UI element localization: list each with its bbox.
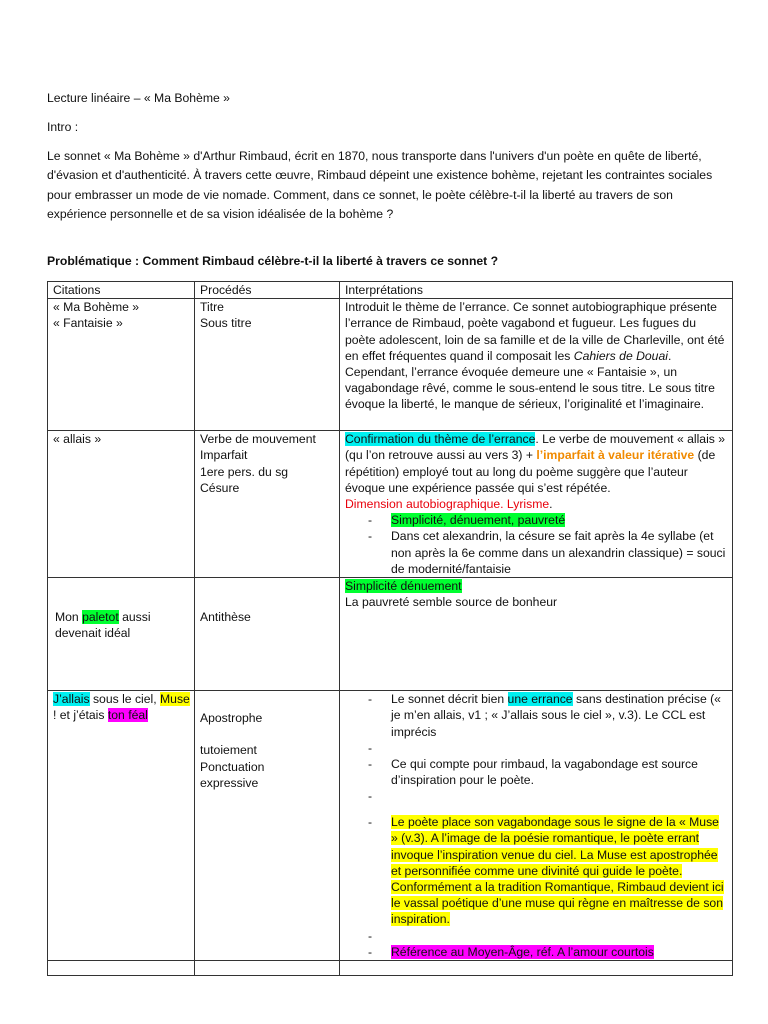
empty-cell	[340, 960, 733, 975]
citation-text: « Ma Bohème »	[53, 300, 140, 315]
table-row	[48, 299, 733, 431]
citation-cell: J’allais sous le ciel, Muse ! et j’étais ton féal	[48, 691, 195, 961]
interpretation-text: . Le verbe de mouvement « allais » (qu l’on retrouve aussi au vers 3) +	[345, 432, 726, 463]
highlight-cyan: une errance	[507, 692, 573, 707]
procede-text: Verbe de mouvement	[200, 432, 316, 447]
interpretation-text: . Cependant, l’errance évoquée demeure une « Fantaisie », un vagabondage rêvé, comme le sous-entend le sous titre. Le sous titre évoque la liberté, le manque de sérieux, l’originalité et l’imaginaire.	[345, 348, 715, 412]
highlight-magenta: Référence au Moyen-Âge, réf. A l’amour courtois	[391, 944, 654, 959]
procede-text: Sous titre	[200, 316, 252, 331]
citation-text: « Fantaisie »	[53, 316, 123, 331]
intro-heading: Intro :	[47, 120, 79, 134]
interpretation-cell	[340, 578, 733, 691]
italic-title: Cahiers de Douai	[573, 348, 668, 363]
procede-cell	[195, 299, 340, 431]
list-item: - Ce qui compte pour rimbaud, la vagabondage est source d’inspiration pour le poète.	[345, 756, 728, 788]
procede-text: 1ere pers. du sg	[200, 464, 289, 479]
highlight-magenta: ton féal	[107, 708, 148, 723]
highlight-cyan: J’allais	[53, 692, 90, 707]
bullet-list	[345, 691, 728, 960]
citation-cell: Mon paletot aussi devenait idéal	[48, 578, 195, 691]
interpretation-text: Introduit le thème de l’errance. Ce sonnet autobiographique présente l’errance de Rimbaud, poète vagabond et fugueur. Les fugues du poète adolescent, loin de sa famille et de la ville de Charleville, ont été en effet fréquentes quand il composait les	[345, 300, 725, 363]
citation-cell	[48, 299, 195, 431]
procede-text: Imparfait	[200, 448, 248, 463]
highlight-cyan: Confirmation du thème de l’errance	[345, 432, 536, 447]
procede-cell	[195, 691, 340, 961]
highlight-green: paletot	[82, 610, 119, 625]
interpretation-text: (de répétition) employé tout au long du poème suggère que l’auteur évoque une expérience passée qui s’est répétée.	[345, 448, 716, 495]
highlight-yellow: Le poète place son vagabondage sous le signe de la « Muse » (v.3). A l’image de la poésie romantique, le poète errant invoque l’inspiration venue du ciel. La Muse est apostrophée et personnifiée comme une divinité qui guide le poète. Conformément a la tradition Romantique, Rimbaud devient ici le vassal poétique d’une muse qui règne en maîtresse de son inspiration.	[391, 815, 724, 927]
orange-emphasis: l’imparfait à valeur itérative	[536, 448, 695, 463]
header-citations: Citations	[48, 282, 195, 299]
table-row	[48, 960, 733, 975]
procede-text: Apostrophe	[200, 711, 263, 726]
procede-text: tutoiement	[200, 743, 257, 758]
list-item	[345, 944, 728, 960]
empty-cell	[48, 960, 195, 975]
procede-text: Ponctuation	[200, 759, 265, 774]
bullet-list	[345, 512, 728, 577]
procede-cell	[195, 431, 340, 578]
interpretation-cell	[340, 431, 733, 578]
table-row	[48, 691, 733, 961]
procede-text: Césure	[200, 480, 240, 495]
interpretation-cell	[340, 299, 733, 431]
problematique: Problématique : Comment Rimbaud célèbre-t-il la liberté à travers ce sonnet ?	[47, 254, 499, 268]
table-row	[48, 431, 733, 578]
document-title: Lecture linéaire – « Ma Bohème »	[47, 91, 230, 105]
header-procedes: Procédés	[195, 282, 340, 299]
punctuation: .	[549, 497, 553, 512]
highlight-yellow: Muse	[160, 692, 190, 707]
procede-text: Antithèse	[200, 610, 251, 625]
citation-text: « allais »	[53, 432, 102, 447]
list-item: - Simplicité, dénuement, pauvreté	[345, 512, 728, 528]
analysis-table	[47, 281, 733, 976]
highlight-green: Simplicité dénuement	[345, 579, 462, 594]
list-item: - Le sonnet décrit bien une errance sans destination précise (« je m’en allais, v1 ; « J’allais sous le ciel », v.3). Le CCL est imprécis	[345, 691, 728, 740]
procede-text: expressive	[200, 775, 259, 790]
list-item: - Dans cet alexandrin, la césure se fait après la 4e syllabe (et non après la 6e comme dans un alexandrin classique) = souci de modernité/fantaisie	[345, 528, 728, 577]
red-emphasis: Dimension autobiographique. Lyrisme	[345, 497, 550, 512]
list-item	[345, 814, 728, 927]
procede-cell	[195, 578, 340, 691]
header-interpretations: Interprétations	[340, 282, 733, 299]
interpretation-text: La pauvreté semble source de bonheur	[345, 595, 558, 610]
intro-paragraph: Le sonnet « Ma Bohème » d'Arthur Rimbaud, écrit en 1870, nous transporte dans l'univers d'un poète en quête de liberté, d'évasion et d'authenticité. À travers cette œuvre, Rimbaud dépeint une existence bohème, rejetant les contraintes sociales pour embrasser un mode de vie nomade. Comment, dans ce sonnet, le poète célèbre-t-il la liberté au travers de son expérience personnelle et de sa vision idéalisée de la bohème ?	[47, 149, 713, 221]
interpretation-cell	[340, 691, 733, 961]
table-row	[48, 578, 733, 691]
procede-text: Titre	[200, 300, 224, 315]
citation-cell	[48, 431, 195, 578]
empty-cell	[195, 960, 340, 975]
table-header-row	[48, 282, 733, 299]
